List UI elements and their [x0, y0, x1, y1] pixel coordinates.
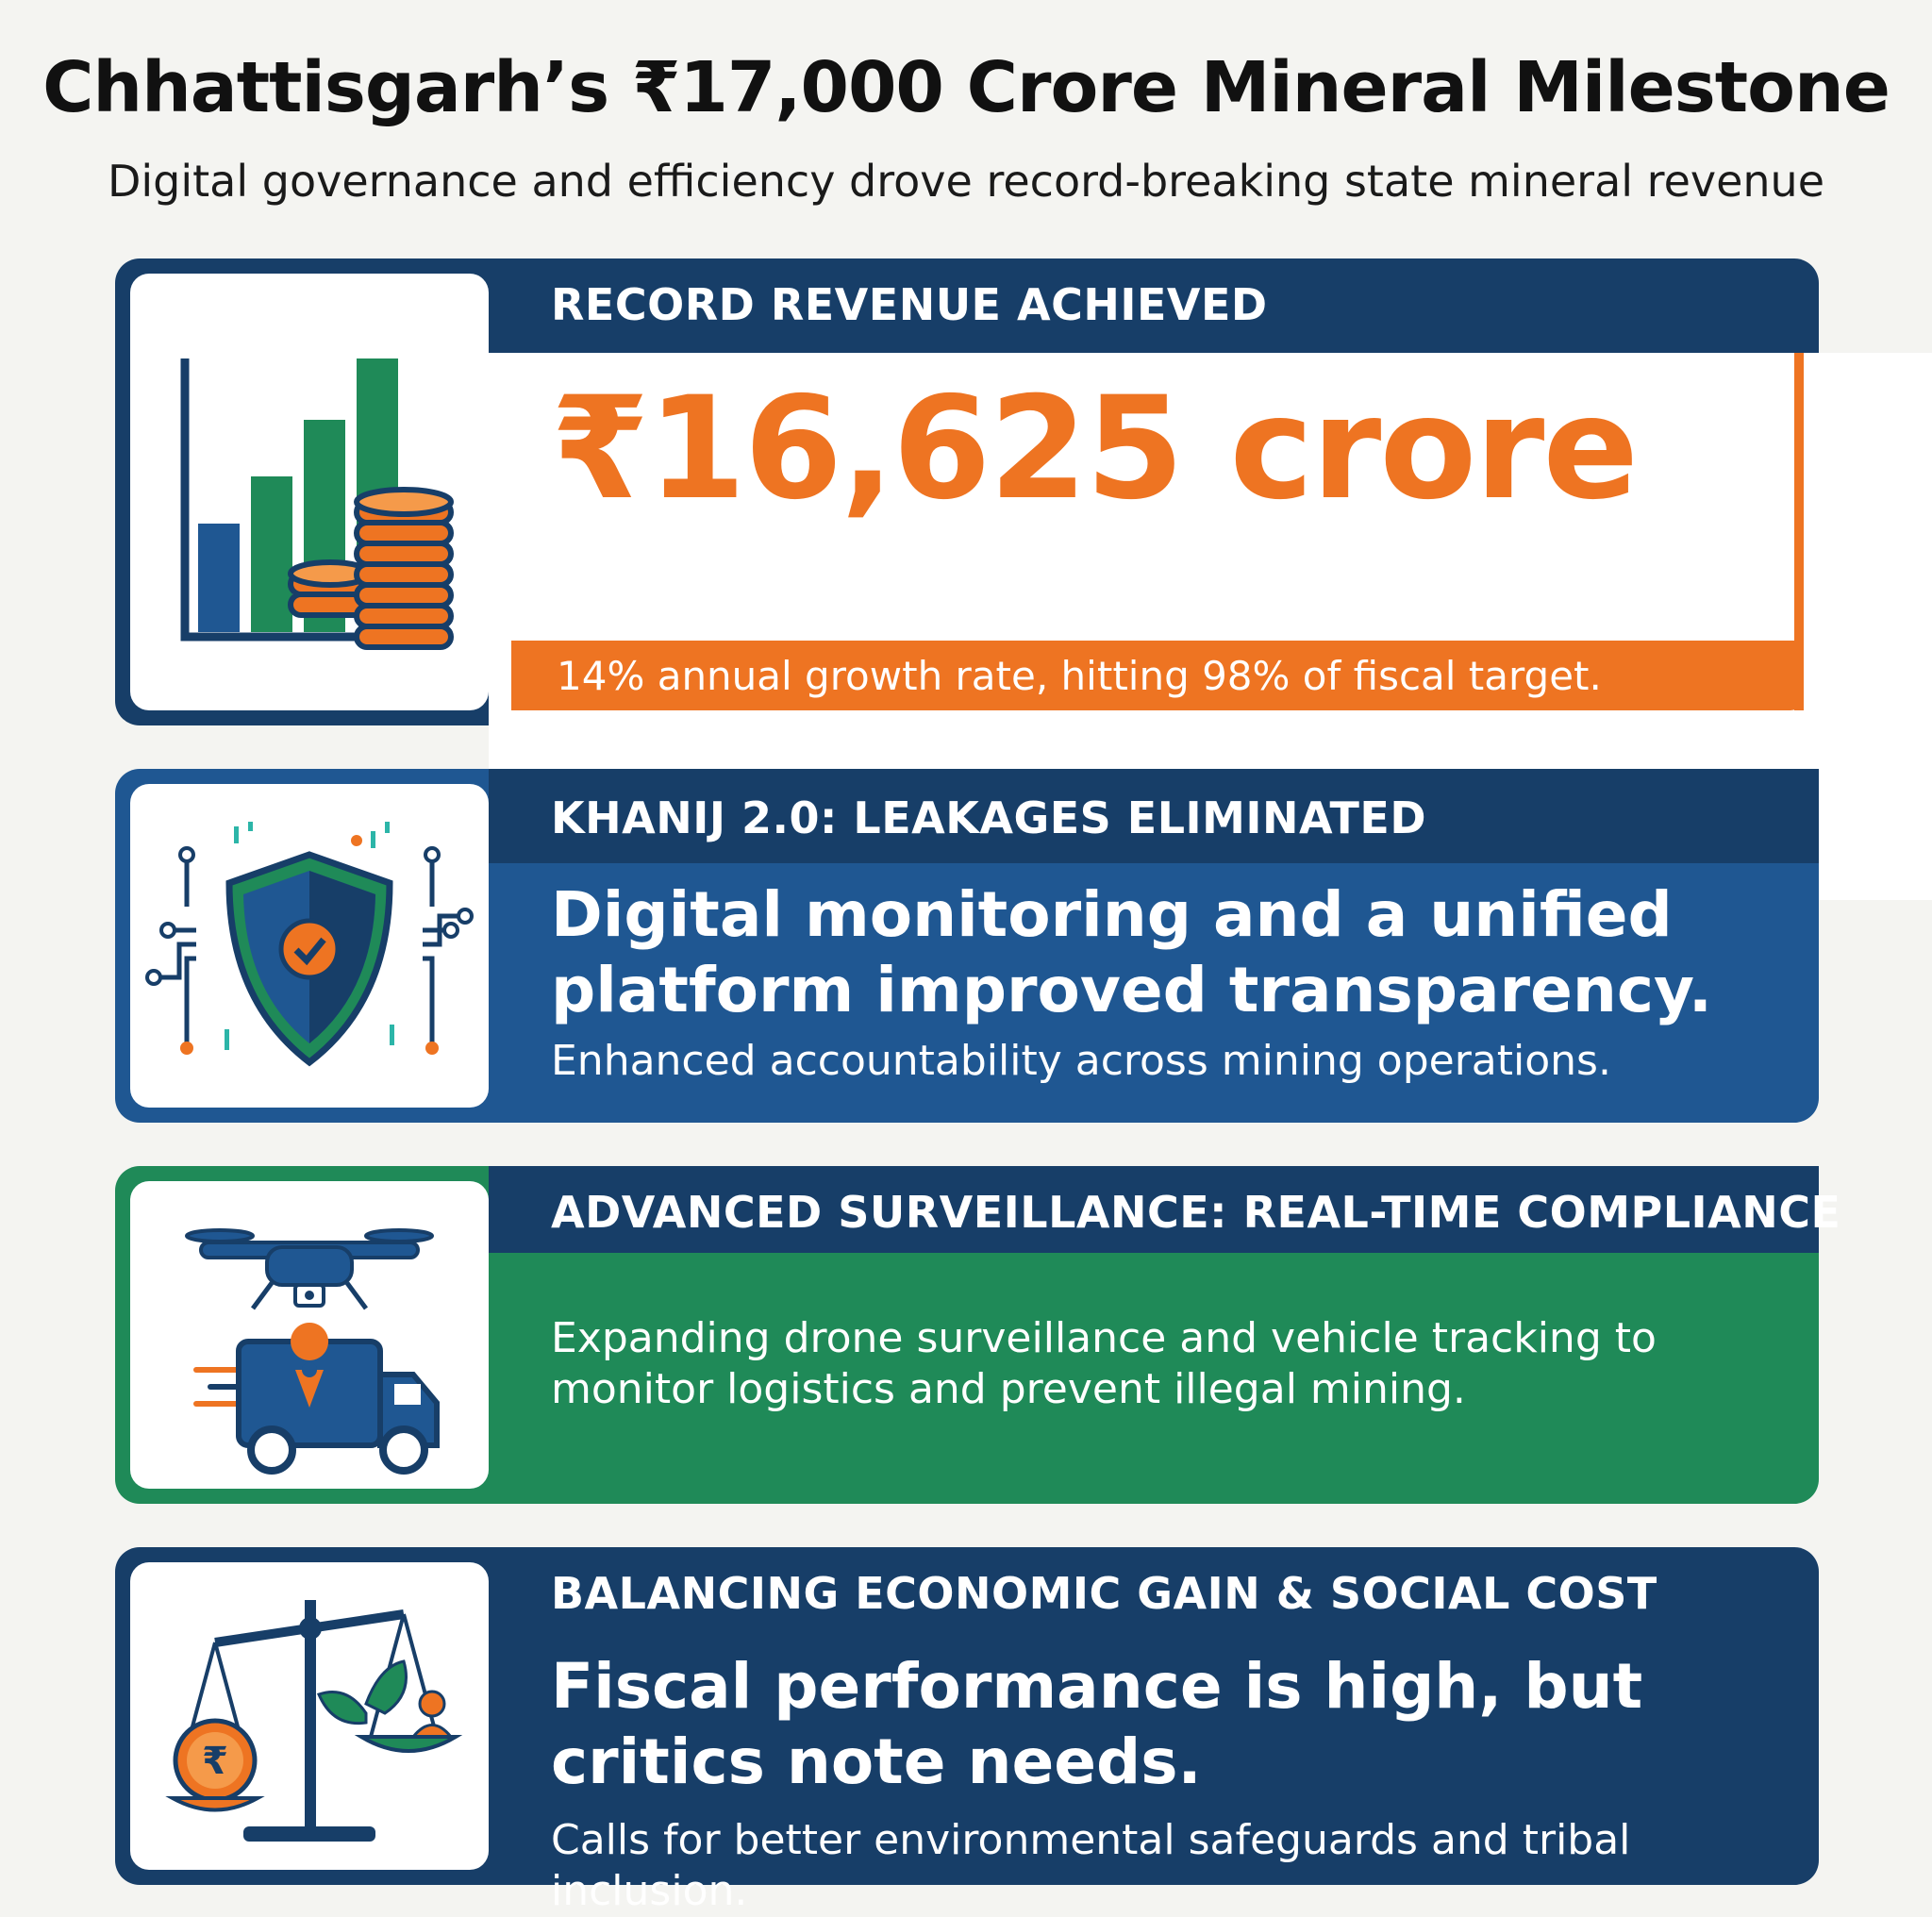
- circuit-shield-icon: [130, 784, 489, 1108]
- icon-box: [130, 1181, 489, 1489]
- card-body: Expanding drone surveillance and vehicle tracking to monitor logistics and prevent illegal mining.: [551, 1314, 1657, 1413]
- page-subtitle: Digital governance and efficiency drove record-breaking state mineral revenue: [107, 156, 1825, 207]
- surveillance-card: [115, 1166, 1841, 1504]
- card-lead: Digital monitoring and a unified platform improved transparency.: [551, 878, 1712, 1026]
- revenue-figure: ₹16,625 crore: [551, 367, 1638, 531]
- icon-box: [130, 274, 489, 710]
- bar-chart-coins-icon: [130, 274, 489, 710]
- balancing-card: [115, 1547, 1819, 1915]
- card-heading: ADVANCED SURVEILLANCE: REAL-TIME COMPLIANCE: [551, 1187, 1841, 1238]
- growth-note: 14% annual growth rate, hitting 98% of fiscal target.: [557, 653, 1602, 699]
- card-body: Calls for better environmental safeguards and tribal inclusion.: [551, 1816, 1631, 1915]
- card-heading: BALANCING ECONOMIC GAIN & SOCIAL COST: [551, 1568, 1657, 1619]
- card-heading: KHANIJ 2.0: LEAKAGES ELIMINATED: [551, 792, 1427, 843]
- balance-scale-icon: [130, 1562, 489, 1870]
- page-title: Chhattisgarh’s ₹17,000 Crore Mineral Milestone: [42, 47, 1890, 128]
- card-heading: RECORD REVENUE ACHIEVED: [551, 279, 1268, 330]
- icon-box: [130, 1562, 489, 1870]
- drone-truck-icon: [130, 1181, 489, 1489]
- card-body: Enhanced accountability across mining operations.: [551, 1037, 1611, 1085]
- svg-text:₹: ₹: [202, 1740, 228, 1783]
- khanij-card: [115, 769, 1819, 1123]
- record-revenue-card: [115, 258, 1819, 725]
- card-lead: Fiscal performance is high, but critics note needs.: [551, 1650, 1643, 1798]
- icon-box: [130, 784, 489, 1108]
